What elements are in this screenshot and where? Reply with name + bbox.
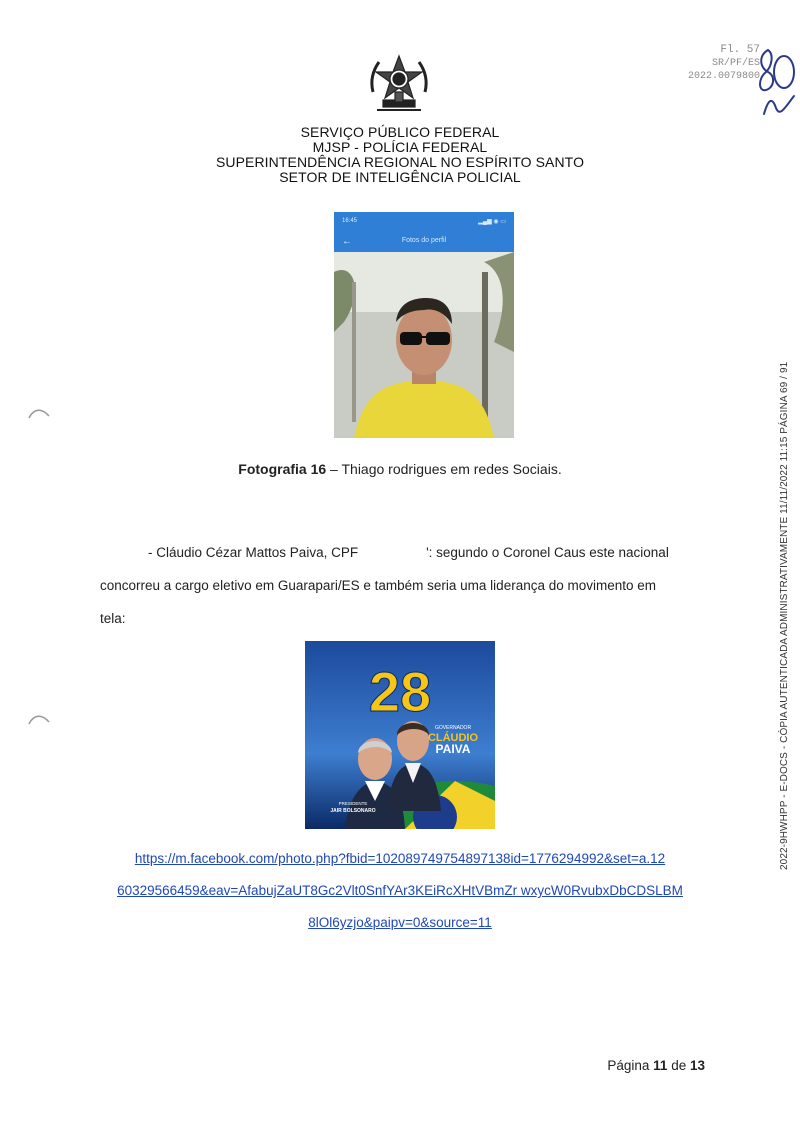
page-current: 11: [653, 1058, 668, 1073]
facebook-link-line-3[interactable]: 8lOl6yzjo&paipv=0&source=11: [308, 915, 492, 930]
caption-text: – Thiago rodrigues em redes Sociais.: [326, 461, 562, 477]
page-number: [560, 1058, 705, 1073]
side-authentication-stamp: 2022-9HWHPP - E-DOCS - CÓPIA AUTENTICADA ADMINISTRATIVAMENTE 11/11/2022 11:15 PÁGINA 69 / 91: [779, 361, 790, 870]
facebook-link-line-1[interactable]: https://m.facebook.com/photo.php?fbid=102089749754897138id=1776294992&set=a.12: [134, 851, 666, 866]
poster-running-mate: JAIR BOLSONARO: [330, 808, 376, 814]
photo-caption: [100, 461, 700, 477]
page-sep: de: [667, 1058, 690, 1073]
page-total: 13: [689, 1058, 705, 1073]
punch-hole-mark: [28, 406, 50, 420]
poster-name-last: PAIVA: [435, 742, 471, 756]
stamp-process-number: 2022.0079800: [687, 71, 760, 82]
campaign-poster-graphic: [305, 641, 495, 829]
poster-name-first: CLÁUDIO: [427, 732, 479, 744]
punch-hole-mark: [28, 712, 50, 726]
header-line-2: MJSP - POLÍCIA FEDERAL: [312, 139, 488, 155]
header-line-1: SERVIÇO PÚBLICO FEDERAL: [300, 124, 500, 140]
back-arrow-icon: ←: [342, 236, 352, 247]
poster-office: GOVERNADOR: [434, 725, 472, 731]
campaign-poster-image: [305, 641, 495, 829]
p1-start: - Cláudio Cézar Mattos Paiva, CPF: [148, 545, 359, 560]
app-top-bar: [334, 212, 514, 252]
profile-photo-screenshot: [334, 212, 514, 438]
page-prefix: Página: [607, 1058, 654, 1073]
signal-battery-icon: ▂▄▆ ◉ ▭: [478, 219, 506, 225]
stamp-sector: SR/PF/ES: [711, 58, 760, 69]
handwritten-folio-mark: [754, 42, 800, 122]
caption-label: Fotografia 16: [238, 461, 327, 477]
paragraph-line-3: tela:: [100, 611, 126, 626]
facebook-link-line-2[interactable]: 60329566459&eav=AfabujZaUT8Gc2Vlt0SnfYAr3KEiRcXHtVBmZr wxycW0RvubxDbCDSLBM: [117, 883, 683, 898]
app-screen-title: Fotos do perfil: [401, 237, 447, 244]
document-header: [150, 125, 650, 185]
status-time: 16:45: [342, 218, 358, 224]
paragraph-line-1: [100, 545, 700, 560]
p1-end: ': segundo o Coronel Caus este nacional: [426, 545, 669, 560]
paragraph-line-2: concorreu a cargo eletivo em Guarapari/ES e também seria uma liderança do movimento em: [100, 578, 657, 593]
protocol-stamp: [660, 44, 760, 83]
poster-running-mate-role: PRESIDENTE: [338, 801, 368, 806]
header-line-4: SETOR DE INTELIGÊNCIA POLICIAL: [279, 169, 521, 185]
coat-of-arms-seal: [365, 52, 433, 118]
header-line-3: SUPERINTENDÊNCIA REGIONAL NO ESPÍRITO SANTO: [215, 154, 585, 170]
poster-number: 28: [368, 660, 432, 723]
folio-number: Fl. 57: [720, 44, 760, 56]
